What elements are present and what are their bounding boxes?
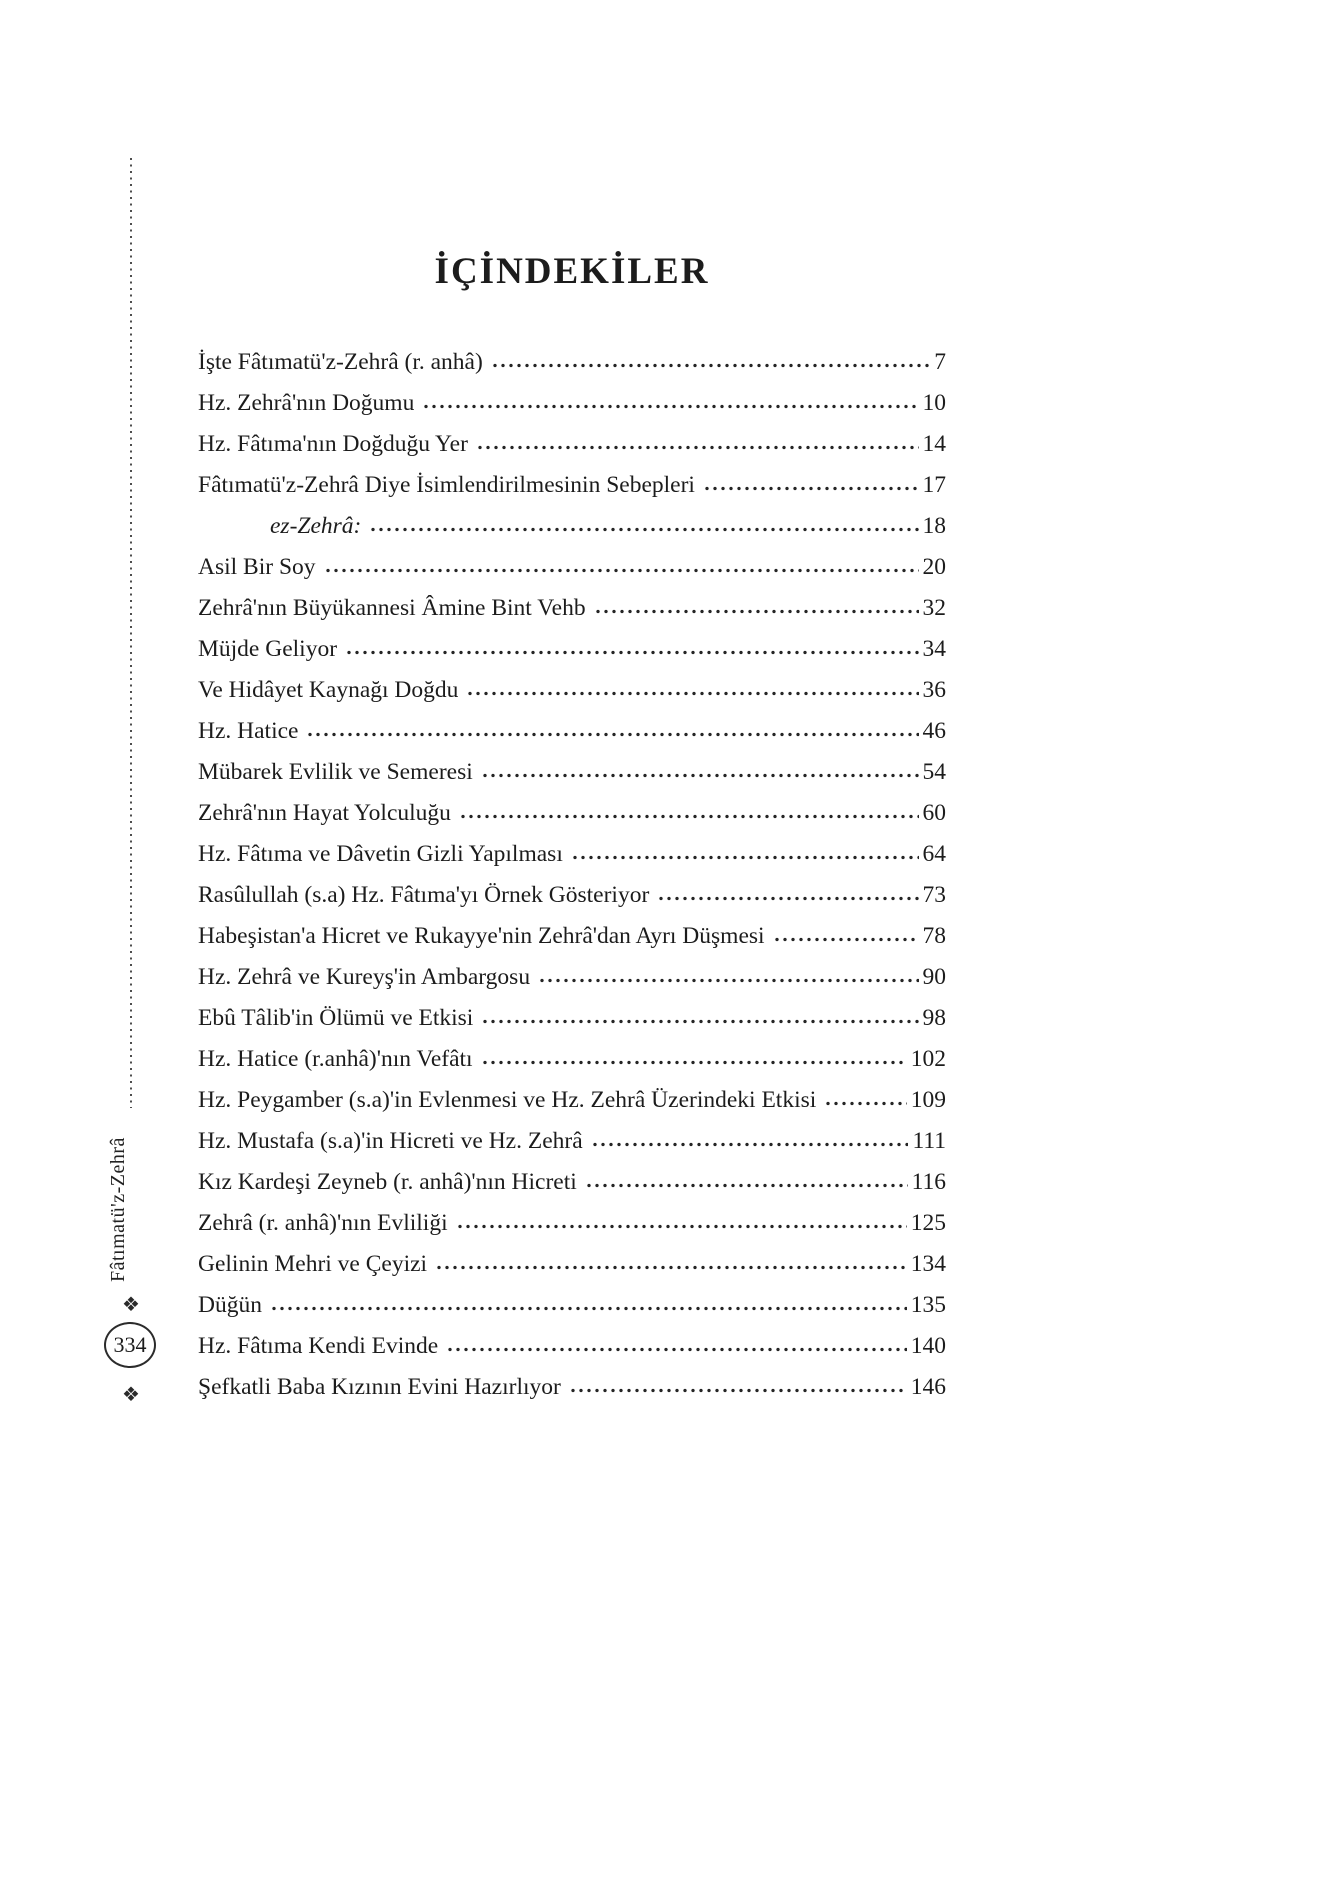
page-number-badge — [104, 1322, 156, 1368]
dotted-leader — [369, 526, 918, 533]
toc-entry — [198, 1374, 946, 1415]
toc-entry-title: Fâtımatü'z-Zehrâ Diye İsimlendirilmesinin Sebepleri — [198, 472, 695, 498]
dotted-leader — [481, 772, 919, 779]
dotted-leader — [585, 1182, 908, 1189]
toc-page — [198, 250, 946, 1415]
dotted-leader — [422, 403, 918, 410]
toc-entry-page: 90 — [922, 964, 946, 990]
toc-entry-page: 98 — [922, 1005, 946, 1031]
toc-entry-title: Rasûlullah (s.a) Hz. Fâtıma'yı Örnek Gösteriyor — [198, 882, 650, 908]
toc-entry-page: 7 — [934, 349, 946, 375]
toc-entry-title: Şefkatli Baba Kızının Evini Hazırlıyor — [198, 1374, 561, 1400]
toc-entry — [198, 841, 946, 882]
toc-entry-page: 10 — [922, 390, 946, 416]
toc-entry-page: 18 — [922, 513, 946, 539]
ornament-icon: ❖ — [122, 1382, 140, 1406]
dotted-leader — [824, 1100, 906, 1107]
dotted-leader — [435, 1264, 907, 1271]
dotted-leader — [569, 1387, 907, 1394]
dotted-leader — [270, 1305, 907, 1312]
toc-entry — [198, 882, 946, 923]
toc-entry-title: Gelinin Mehri ve Çeyizi — [198, 1251, 428, 1277]
toc-entry-title: Hz. Mustafa (s.a)'in Hicreti ve Hz. Zehrâ — [198, 1128, 583, 1154]
toc-entry — [198, 964, 946, 1005]
toc-entry — [198, 554, 946, 595]
toc-entry — [198, 431, 946, 472]
toc-entry-title: Ebû Tâlib'in Ölümü ve Etkisi — [198, 1005, 474, 1031]
toc-entry-page: 146 — [910, 1374, 946, 1400]
dotted-leader — [538, 977, 918, 984]
toc-entry-page: 125 — [910, 1210, 946, 1236]
toc-entry-title: Düğün — [198, 1292, 262, 1318]
toc-entry — [198, 636, 946, 677]
toc-entry — [198, 1210, 946, 1251]
dotted-leader — [476, 444, 919, 451]
toc-entry — [198, 349, 946, 390]
toc-entry — [198, 513, 946, 554]
toc-entry-title: Hz. Fâtıma Kendi Evinde — [198, 1333, 439, 1359]
toc-entry-page: 64 — [922, 841, 946, 867]
toc-entry-title: Kız Kardeşi Zeyneb (r. anhâ)'nın Hicreti — [198, 1169, 577, 1195]
dotted-leader — [657, 895, 918, 902]
toc-entry-title: İşte Fâtımatü'z-Zehrâ (r. anhâ) — [198, 349, 483, 375]
toc-entry-title: Zehrâ (r. anhâ)'nın Evliliği — [198, 1210, 448, 1236]
toc-entry — [198, 923, 946, 964]
toc-entry-page: 111 — [912, 1128, 946, 1154]
toc-entry-page: 109 — [910, 1087, 946, 1113]
toc-entry-page: 116 — [911, 1169, 946, 1195]
toc-entry-page: 36 — [922, 677, 946, 703]
toc-entry-page: 102 — [910, 1046, 946, 1072]
toc-entry — [198, 595, 946, 636]
toc-entry-page: 135 — [910, 1292, 946, 1318]
toc-entry — [198, 472, 946, 513]
dotted-leader — [306, 731, 918, 738]
toc-entry-page: 78 — [922, 923, 946, 949]
dotted-leader — [324, 567, 919, 574]
dotted-leader — [345, 649, 918, 656]
dotted-leader — [571, 854, 919, 861]
toc-entry-page: 46 — [922, 718, 946, 744]
dotted-leader — [481, 1059, 907, 1066]
toc-entry-title: Hz. Peygamber (s.a)'in Evlenmesi ve Hz. Zehrâ Üzerindeki Etkisi — [198, 1087, 817, 1113]
toc-entry — [198, 1087, 946, 1128]
toc-entry-page: 14 — [922, 431, 946, 457]
dotted-leader — [491, 362, 930, 369]
ornament-icon: ❖ — [122, 1292, 140, 1316]
toc-entry-page: 34 — [922, 636, 946, 662]
toc-entry — [198, 1128, 946, 1169]
toc-entry-title: Müjde Geliyor — [198, 636, 338, 662]
dotted-vertical-rule — [130, 158, 132, 1108]
dotted-leader — [594, 608, 919, 615]
toc-entry-title: Ve Hidâyet Kaynağı Doğdu — [198, 677, 459, 703]
toc-entry-title: Hz. Fâtıma ve Dâvetin Gizli Yapılması — [198, 841, 563, 867]
toc-entry — [198, 1292, 946, 1333]
toc-entry-title: ez-Zehrâ: — [270, 513, 362, 539]
toc-entry-title: Mübarek Evlilik ve Semeresi — [198, 759, 473, 785]
toc-entry — [198, 759, 946, 800]
sidebar-book-title: Fâtımatü'z-Zehrâ — [107, 1137, 129, 1283]
page-title: İÇİNDEKİLER — [434, 251, 710, 292]
toc-entry — [198, 1046, 946, 1087]
toc-entry-page: 17 — [922, 472, 946, 498]
toc-entry-title: Zehrâ'nın Hayat Yolculuğu — [198, 800, 451, 826]
toc-entry — [198, 718, 946, 759]
dotted-leader — [773, 936, 919, 943]
toc-list — [198, 349, 946, 1415]
dotted-leader — [456, 1223, 907, 1230]
toc-entry-title: Hz. Hatice — [198, 718, 299, 744]
dotted-leader — [446, 1346, 907, 1353]
toc-entry-title: Zehrâ'nın Büyükannesi Âmine Bint Vehb — [198, 595, 586, 621]
toc-entry — [198, 1333, 946, 1374]
toc-entry-title: Hz. Hatice (r.anhâ)'nın Vefâtı — [198, 1046, 473, 1072]
toc-entry-title: Habeşistan'a Hicret ve Rukayye'nin Zehrâ'dan Ayrı Düşmesi — [198, 923, 765, 949]
toc-entry — [198, 677, 946, 718]
toc-entry-page: 134 — [910, 1251, 946, 1277]
toc-entry-title: Asil Bir Soy — [198, 554, 316, 580]
toc-entry — [198, 1169, 946, 1210]
toc-entry-title: Hz. Zehrâ'nın Doğumu — [198, 390, 415, 416]
dotted-leader — [703, 485, 919, 492]
dotted-leader — [481, 1018, 918, 1025]
toc-entry — [198, 390, 946, 431]
toc-entry-page: 73 — [922, 882, 946, 908]
toc-entry-title: Hz. Zehrâ ve Kureyş'in Ambargosu — [198, 964, 531, 990]
dotted-leader — [466, 690, 918, 697]
toc-entry — [198, 1251, 946, 1292]
toc-entry — [198, 800, 946, 841]
toc-entry — [198, 1005, 946, 1046]
toc-entry-page: 140 — [910, 1333, 946, 1359]
dotted-leader — [459, 813, 919, 820]
toc-entry-page: 20 — [922, 554, 946, 580]
toc-entry-page: 54 — [922, 759, 946, 785]
toc-entry-page: 60 — [922, 800, 946, 826]
dotted-leader — [591, 1141, 909, 1148]
toc-entry-page: 32 — [922, 595, 946, 621]
toc-entry-title: Hz. Fâtıma'nın Doğduğu Yer — [198, 431, 468, 457]
page-number: 334 — [113, 1332, 147, 1357]
